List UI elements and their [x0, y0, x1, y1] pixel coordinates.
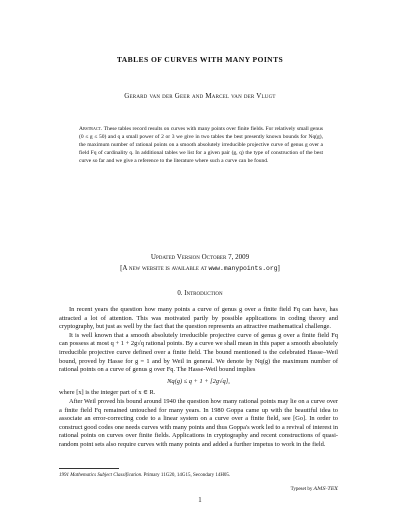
typeset-prefix: Typeset by	[290, 487, 314, 492]
website-line	[0, 263, 400, 275]
abstract	[79, 126, 323, 166]
paragraph-3: where [x] is the integer part of x ∈ R.	[59, 389, 156, 397]
paragraph-4: After Weil proved his bound around 1940 the question how many rational points may lie on a curve over a finite field Fq remained untouched for many years. In 1980 Goppa came up with the beautiful idea to associate an error-correcting code to a linear system on a curve over a finite field, see [Go]. In order to construct good codes one needs curves with many points and thus Goppa's work led to a revival of interest in rational points on curves over finite fields. Applications in cryptography and recent constructions of quasi-random point sets also require curves with many points and added a further impetus to work in the field.	[59, 397, 338, 448]
section-heading: 0. Introduction	[177, 290, 223, 297]
website-suffix: ]	[277, 263, 280, 272]
ams-tex-logo: AMS-TEX	[313, 486, 338, 492]
page-number: 1	[198, 497, 202, 504]
abstract-text: These tables record results on curves with many points over finite fields. For relatively small genus (0 ≤ g ≤ 50) and q a small power of 2 or 3 we give in two tables the best presently known bounds for Nq(g), the maximum number of rational points on a smooth absolutely irreducible projective curve of genus g over a field Fq of cardinality q. In additional tables we list for a given pair (g, q) the type of construction of the best curve so far and we give a reference to the literature where such a curve can be found.	[79, 126, 324, 164]
footnote-rule	[59, 468, 119, 469]
hasse-weil-formula: Nq(g) ≤ q + 1 + [2g√q],	[167, 377, 230, 385]
footnote-text: Primary 11G20, 14G15, Secondary 14H05.	[142, 473, 231, 478]
abstract-label: Abstract.	[79, 126, 103, 132]
updated-version-line: Updated Version October 7, 2009	[150, 253, 250, 261]
paragraph-2: It is well known that a smooth absolutely irreducible projective curve of genus g over a finite field Fq can possess at most q + 1 + 2g√q rational points. By a curve we shall mean in this paper a smooth absolutely irreducible projective curve defined over a finite field. The bound mentioned is the celebrated Hasse–Weil bound, proved by Hasse for g = 1 and by Weil in general. We denote by Nq(g) the maximum number of rational points on a curve of genus g over Fq. The Hasse-Weil bound implies	[59, 331, 338, 374]
paper-authors: Gerard van der Geer and Marcel van der Vlugt	[124, 92, 276, 100]
paper-title: TABLES OF CURVES WITH MANY POINTS	[116, 55, 284, 64]
footnote	[59, 472, 338, 479]
body-text	[59, 306, 338, 450]
website-url[interactable]: www.manypoints.org	[208, 264, 278, 272]
update-notice	[0, 252, 400, 274]
website-prefix: [A new website is available at	[120, 263, 209, 272]
footnote-label: 1991 Mathematics Subject Classification.	[59, 473, 143, 478]
paragraph-1: In recent years the question how many points a curve of genus g over a finite field Fq can have, has attracted a lot of attention. This was motivated partly by possible applications in coding theory and cryptography, but just as well by the fact that the question represents an attractive mathematical challenge.	[59, 306, 338, 331]
typeset-note	[291, 486, 338, 492]
